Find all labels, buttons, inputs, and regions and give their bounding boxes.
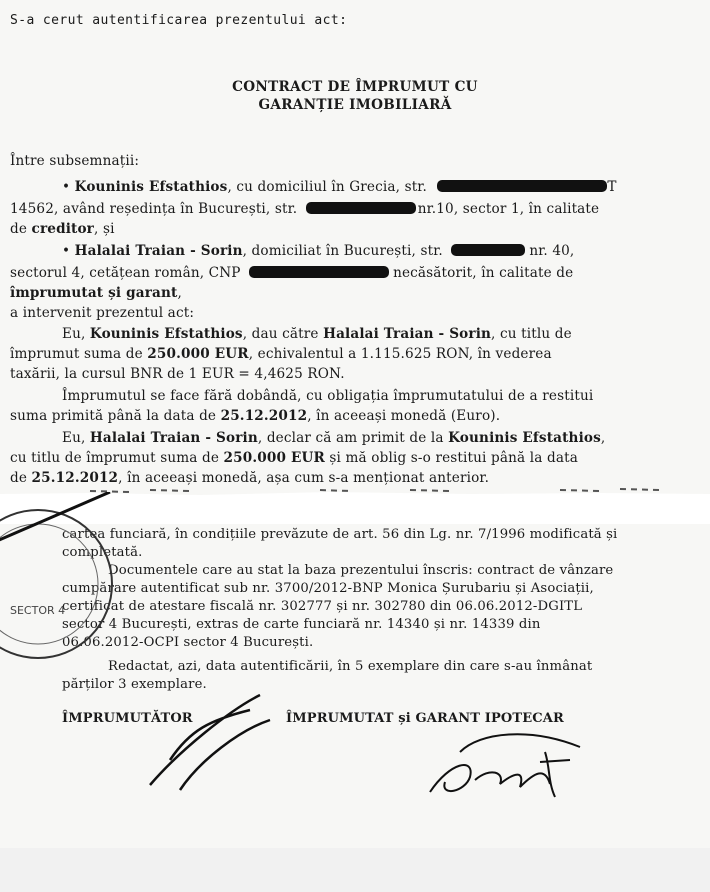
lower-line-9: părților 3 exemplare. [62, 677, 207, 692]
title-line-1: CONTRACT DE ÎMPRUMUT CU [232, 79, 478, 95]
clause1-line-3: taxării, la cursul BNR de 1 EUR = 4,4625 RON. [10, 366, 345, 382]
debtor-role: împrumutat și garant [10, 285, 178, 301]
stamp-text: SECTOR 4 [10, 604, 66, 617]
lower-line-6: sector 4 București, extras de carte funciară nr. 14340 și nr. 14339 din [62, 617, 541, 632]
debtor-line-2: sectorul 4, cetățean român, CNP necăsătorit, în calitate de [10, 265, 574, 281]
lender-signature [140, 690, 290, 800]
redaction-bar [437, 180, 607, 192]
signature-label-lender: ÎMPRUMUTĂTOR [62, 711, 193, 726]
lower-line-5: certificat de atestare fiscală nr. 302777 și nr. 302780 din 06.06.2012-DGITL [62, 599, 583, 614]
lower-line-3: Documentele care au stat la baza prezentului înscris: contract de vânzare [108, 563, 614, 578]
clause3-line-3: de 25.12.2012, în aceeași monedă, așa cum s-a menționat anterior. [10, 470, 490, 486]
lower-line-2: completată. [62, 545, 143, 560]
clause1-line-2: împrumut suma de 250.000 EUR, echivalentul a 1.115.625 RON, în vederea [10, 346, 552, 362]
lower-line-1: cartea funciară, în condițiile prevăzute de art. 56 din Lg. nr. 7/1996 modificată și [62, 527, 618, 542]
debtor-name: Halalai Traian - Sorin [74, 243, 243, 259]
clause3-line-1: Eu, Halalai Traian - Sorin, declar că am primit de la Kouninis Efstathios, [62, 430, 606, 446]
creditor-role: creditor [31, 221, 94, 237]
creditor-name: Kouninis Efstathios [74, 179, 228, 195]
clause3-line-2: cu titlu de împrumut suma de 250.000 EUR și mă oblig s-o restitui până la data [10, 450, 578, 466]
lower-line-7: 06.06.2012-OCPI sector 4 București. [62, 635, 314, 650]
clause2-line-2: suma primită până la data de 25.12.2012, în aceeași monedă (Euro). [10, 408, 501, 424]
intervened-text: a intervenit prezentul act: [10, 305, 195, 321]
lower-line-8: Redactat, azi, data autentificării, în 5 exemplare din care s-au înmânat [108, 659, 593, 674]
debtor-line-3: împrumutat și garant, [10, 285, 182, 301]
redaction-bar [306, 202, 416, 214]
creditor-line-3: de creditor, și [10, 221, 115, 237]
title-line-2: GARANȚIE IMOBILIARĂ [258, 97, 452, 113]
notary-stamp [0, 492, 170, 662]
clause2-line-1: Împrumutul se face fără dobândă, cu obligația împrumutatului de a restitui [62, 388, 594, 404]
redaction-bar [249, 266, 389, 278]
debtor-line-1: • Halalai Traian - Sorin, domiciliat în București, str. nr. 40, [62, 243, 575, 259]
bullet: • [62, 179, 71, 195]
borrower-signature [420, 722, 600, 812]
creditor-line-2: 14562, având reședința în București, str. nr.10, sector 1, în calitate [10, 201, 600, 217]
signature-label-borrower: ÎMPRUMUTAT și GARANT IPOTECAR [286, 711, 564, 726]
clause1-line-1: Eu, Kouninis Efstathios, dau către Halalai Traian - Sorin, cu titlu de [62, 326, 572, 342]
lower-line-4: cumpărare autentificat sub nr. 3700/2012-BNP Monica Șurubariu și Asociații, [62, 581, 594, 596]
header-note: S-a cerut autentificarea prezentului act: [10, 13, 348, 28]
redaction-bar [451, 244, 525, 256]
footer-band [0, 848, 710, 892]
intro-text: Între subsemnații: [10, 153, 140, 169]
creditor-line-1: • Kouninis Efstathios, cu domiciliul în Grecia, str. T [62, 179, 617, 195]
